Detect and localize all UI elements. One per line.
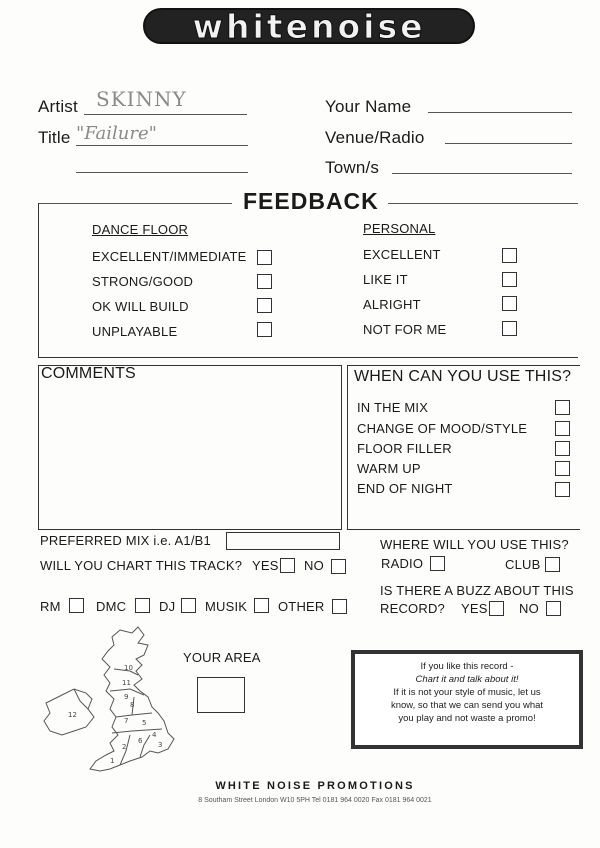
usage-option-checkbox[interactable] (555, 461, 570, 476)
usage-option-label: IN THE MIX (357, 400, 429, 415)
map-region-number: 3 (158, 741, 163, 749)
map-region-number: 4 (152, 731, 157, 739)
artist-line (84, 114, 247, 115)
promo-line: know, so that we can send you what (390, 700, 544, 711)
dance-option-label: EXCELLENT/IMMEDIATE (92, 249, 247, 264)
usage-heading: WHEN CAN YOU USE THIS? (354, 368, 572, 385)
buzz-yes-label: YES (461, 601, 488, 616)
chart-list-label: DMC (96, 599, 127, 614)
title-value[interactable]: "Failure" (76, 123, 157, 144)
feedback-title: FEEDBACK (243, 188, 379, 214)
logo (143, 8, 475, 44)
dance-floor-heading: DANCE FLOOR (92, 222, 189, 237)
buzz-no-label: NO (519, 601, 539, 616)
preferred-mix-label: PREFERRED MIX i.e. A1/B1 (40, 533, 211, 548)
usage-option-checkbox[interactable] (555, 421, 570, 436)
buzz-label-line1: IS THERE A BUZZ ABOUT THIS (380, 583, 574, 598)
usage-option-checkbox[interactable] (555, 441, 570, 456)
chart-yes-label: YES (252, 558, 279, 573)
buzz-label-line2: RECORD? (380, 601, 445, 616)
chart-list-label: MUSIK (205, 599, 248, 614)
promo-box-text (356, 660, 578, 725)
map-region-number: 1 (110, 757, 115, 765)
map-region-number: 12 (68, 711, 77, 719)
chart-no-checkbox[interactable] (331, 559, 346, 574)
dance-option-label: STRONG/GOOD (92, 274, 194, 289)
personal-option-label: LIKE IT (363, 272, 408, 287)
buzz-yes-checkbox[interactable] (489, 601, 504, 616)
chart-no-label: NO (304, 558, 324, 573)
venue-line[interactable] (445, 143, 572, 144)
chart-list-label: OTHER (278, 599, 325, 614)
title-label: Title (38, 128, 71, 147)
uk-map-icon[interactable] (40, 625, 180, 775)
where-label: WHERE WILL YOU USE THIS? (380, 537, 569, 552)
map-region-number: 9 (124, 693, 129, 701)
footer-company: WHITE NOISE PROMOTIONS (215, 780, 415, 792)
chart-label: WILL YOU CHART THIS TRACK? (40, 558, 243, 573)
personal-option-checkbox[interactable] (502, 296, 517, 311)
usage-option-label: WARM UP (357, 461, 421, 476)
footer-address: 8 Southam Street London W10 5PH Tel 0181 964 0020 Fax 0181 964 0021 (198, 797, 432, 804)
your-name-label: Your Name (325, 97, 412, 116)
personal-option-checkbox[interactable] (502, 272, 517, 287)
town-label: Town/s (325, 158, 380, 177)
usage-option-label: END OF NIGHT (357, 481, 453, 496)
your-name-line[interactable] (428, 112, 572, 113)
personal-option-checkbox[interactable] (502, 248, 517, 263)
personal-option-label: EXCELLENT (363, 247, 441, 262)
title-line (76, 145, 248, 146)
promo-line: Chart it and talk about it! (415, 674, 519, 685)
map-region-number: 11 (122, 679, 131, 687)
chart-list-checkbox[interactable] (135, 598, 150, 613)
usage-option-checkbox[interactable] (555, 482, 570, 497)
personal-option-checkbox[interactable] (502, 321, 517, 336)
artist-label: Artist (38, 97, 78, 116)
comments-heading: COMMENTS (41, 365, 136, 382)
where-club-label: CLUB (505, 557, 541, 572)
personal-option-label: ALRIGHT (363, 297, 421, 312)
dance-option-checkbox[interactable] (257, 322, 272, 337)
usage-option-label: CHANGE OF MOOD/STYLE (357, 421, 528, 436)
chart-list-checkbox[interactable] (332, 599, 347, 614)
personal-heading: PERSONAL (363, 221, 436, 236)
chart-list-checkbox[interactable] (254, 598, 269, 613)
map-region-number: 8 (130, 701, 135, 709)
promo-line: If you like this record - (420, 661, 514, 672)
venue-label: Venue/Radio (325, 128, 425, 147)
preferred-mix-input[interactable] (226, 532, 340, 550)
chart-list-label: RM (40, 599, 61, 614)
chart-yes-checkbox[interactable] (280, 558, 295, 573)
promo-line: If it is not your style of music, let us (393, 687, 541, 698)
buzz-no-checkbox[interactable] (546, 601, 561, 616)
artist-value[interactable]: SKINNY (96, 87, 187, 111)
dance-option-label: OK WILL BUILD (92, 299, 189, 314)
usage-option-checkbox[interactable] (555, 400, 570, 415)
where-radio-checkbox[interactable] (430, 556, 445, 571)
promo-line: you play and not waste a promo! (398, 713, 536, 724)
map-region-number: 2 (122, 743, 127, 751)
dance-option-checkbox[interactable] (257, 250, 272, 265)
personal-option-label: NOT FOR ME (363, 322, 447, 337)
town-line[interactable] (392, 173, 572, 174)
chart-list-checkbox[interactable] (69, 598, 84, 613)
map-region-number: 6 (138, 737, 143, 745)
dance-option-checkbox[interactable] (257, 274, 272, 289)
your-area-label: YOUR AREA (183, 650, 261, 665)
map-region-number: 7 (124, 717, 129, 725)
chart-list-checkbox[interactable] (181, 598, 196, 613)
map-region-number: 10 (124, 664, 133, 672)
title-line-2 (76, 172, 248, 173)
logo-text: whitenoise (192, 7, 426, 46)
your-area-input[interactable] (197, 677, 245, 713)
dance-option-checkbox[interactable] (257, 298, 272, 313)
comments-panel[interactable] (38, 365, 342, 530)
map-region-number: 5 (142, 719, 147, 727)
dance-option-label: UNPLAYABLE (92, 324, 178, 339)
usage-option-label: FLOOR FILLER (357, 441, 452, 456)
where-radio-label: RADIO (381, 556, 424, 571)
where-club-checkbox[interactable] (545, 557, 560, 572)
chart-list-label: DJ (159, 599, 176, 614)
